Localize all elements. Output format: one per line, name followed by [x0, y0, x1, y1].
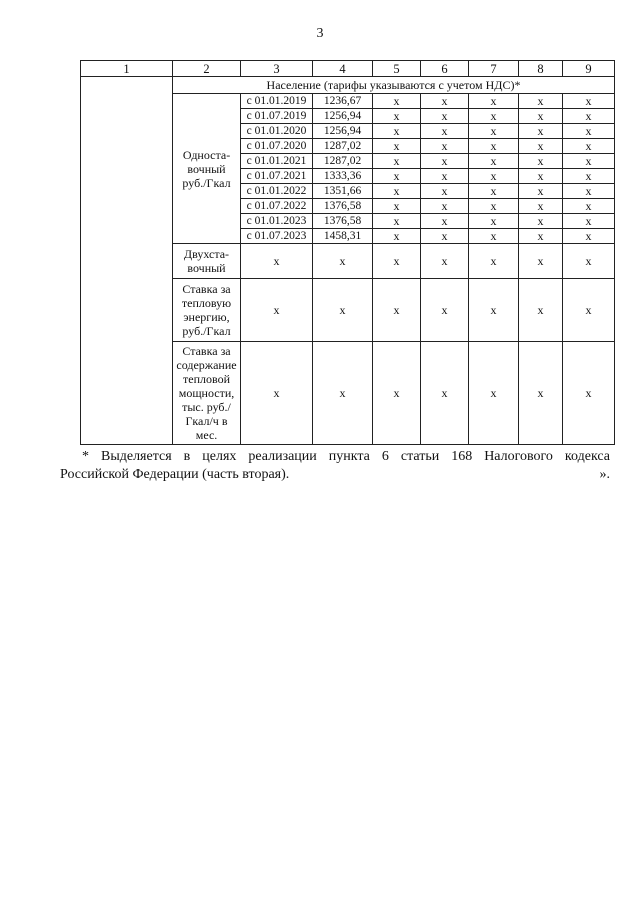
x-cell: x: [519, 169, 563, 184]
x-cell: x: [373, 342, 421, 445]
x-cell: x: [519, 94, 563, 109]
population-row: [81, 77, 615, 94]
col-header: 4: [313, 61, 373, 77]
page-number: 3: [316, 26, 324, 41]
column-number-row: [81, 61, 615, 77]
population-header: Население (тарифы указываются с учетом НДС)*: [173, 77, 615, 94]
x-cell: x: [313, 342, 373, 445]
x-cell: x: [469, 139, 519, 154]
col-header: 3: [241, 61, 313, 77]
closing-quote: ».: [599, 467, 610, 482]
x-cell: x: [373, 199, 421, 214]
x-cell: x: [519, 199, 563, 214]
x-cell: x: [519, 139, 563, 154]
period-date: с 01.01.2020: [241, 124, 313, 139]
empty-org-cell: [81, 77, 173, 445]
x-cell: x: [469, 244, 519, 279]
x-cell: x: [519, 229, 563, 244]
x-cell: x: [469, 154, 519, 169]
period-date: с 01.01.2022: [241, 184, 313, 199]
x-cell: x: [469, 229, 519, 244]
x-cell: x: [373, 94, 421, 109]
x-cell: x: [373, 184, 421, 199]
period-date: с 01.07.2023: [241, 229, 313, 244]
col-header: 1: [81, 61, 173, 77]
x-cell: x: [421, 109, 469, 124]
x-cell: x: [563, 139, 615, 154]
x-cell: x: [421, 154, 469, 169]
col-header: 6: [421, 61, 469, 77]
x-cell: x: [519, 109, 563, 124]
x-cell: x: [519, 124, 563, 139]
x-cell: x: [421, 199, 469, 214]
x-cell: x: [421, 184, 469, 199]
x-cell: x: [373, 229, 421, 244]
x-cell: x: [421, 94, 469, 109]
x-cell: x: [421, 342, 469, 445]
tariff-value: 1256,94: [313, 109, 373, 124]
x-cell: x: [421, 244, 469, 279]
energy-rate-row-label: Ставка за тепловую энергию, руб./Гкал: [173, 279, 241, 342]
x-cell: x: [563, 342, 615, 445]
col-header: 7: [469, 61, 519, 77]
x-cell: x: [563, 154, 615, 169]
two-part-row-label: Двухста-вочный: [173, 244, 241, 279]
period-date: с 01.07.2019: [241, 109, 313, 124]
x-cell: x: [373, 139, 421, 154]
x-cell: x: [469, 342, 519, 445]
footnote-line-2: Российской Федерации (часть вторая).: [60, 467, 290, 482]
period-date: с 01.07.2021: [241, 169, 313, 184]
x-cell: x: [469, 124, 519, 139]
x-cell: x: [421, 124, 469, 139]
col-header: 8: [519, 61, 563, 77]
x-cell: x: [241, 244, 313, 279]
tariff-value: 1287,02: [313, 154, 373, 169]
tariff-value: 1376,58: [313, 214, 373, 229]
period-date: с 01.01.2019: [241, 94, 313, 109]
period-date: с 01.07.2020: [241, 139, 313, 154]
x-cell: x: [373, 109, 421, 124]
x-cell: x: [469, 184, 519, 199]
x-cell: x: [373, 169, 421, 184]
x-cell: x: [519, 154, 563, 169]
x-cell: x: [469, 199, 519, 214]
x-cell: x: [519, 244, 563, 279]
x-cell: x: [563, 184, 615, 199]
x-cell: x: [563, 279, 615, 342]
x-cell: x: [519, 214, 563, 229]
x-cell: x: [519, 184, 563, 199]
x-cell: x: [421, 169, 469, 184]
one-part-label: Односта-вочный руб./Гкал: [173, 94, 241, 244]
footnote-line-2-wrap: [60, 466, 610, 484]
tariff-table: [80, 60, 615, 445]
tariff-value: 1287,02: [313, 139, 373, 154]
x-cell: x: [373, 279, 421, 342]
x-cell: x: [313, 279, 373, 342]
x-cell: x: [519, 342, 563, 445]
x-cell: x: [469, 214, 519, 229]
x-cell: x: [313, 244, 373, 279]
x-cell: x: [241, 279, 313, 342]
x-cell: x: [563, 244, 615, 279]
footnote: [60, 448, 610, 484]
capacity-rate-row-label: Ставка за содержание тепловой мощности, тыс. руб./ Гкал/ч в мес.: [173, 342, 241, 445]
x-cell: x: [469, 279, 519, 342]
col-header: 9: [563, 61, 615, 77]
x-cell: x: [563, 229, 615, 244]
period-date: с 01.07.2022: [241, 199, 313, 214]
x-cell: x: [373, 214, 421, 229]
tariff-value: 1458,31: [313, 229, 373, 244]
x-cell: x: [563, 109, 615, 124]
col-header: 2: [173, 61, 241, 77]
x-cell: x: [563, 214, 615, 229]
col-header: 5: [373, 61, 421, 77]
tariff-value: 1256,94: [313, 124, 373, 139]
x-cell: x: [469, 169, 519, 184]
x-cell: x: [469, 94, 519, 109]
x-cell: x: [563, 199, 615, 214]
x-cell: x: [421, 279, 469, 342]
x-cell: x: [421, 229, 469, 244]
x-cell: x: [373, 154, 421, 169]
x-cell: x: [563, 94, 615, 109]
period-date: с 01.01.2021: [241, 154, 313, 169]
tariff-value: 1351,66: [313, 184, 373, 199]
x-cell: x: [563, 124, 615, 139]
tariff-value: 1236,67: [313, 94, 373, 109]
x-cell: x: [373, 124, 421, 139]
tariff-value: 1376,58: [313, 199, 373, 214]
x-cell: x: [421, 214, 469, 229]
x-cell: x: [373, 244, 421, 279]
x-cell: x: [519, 279, 563, 342]
x-cell: x: [421, 139, 469, 154]
x-cell: x: [241, 342, 313, 445]
x-cell: x: [563, 169, 615, 184]
x-cell: x: [469, 109, 519, 124]
tariff-value: 1333,36: [313, 169, 373, 184]
footnote-line-1: * Выделяется в целях реализации пункта 6 статьи 168 Налогового кодекса: [82, 449, 610, 464]
period-date: с 01.01.2023: [241, 214, 313, 229]
